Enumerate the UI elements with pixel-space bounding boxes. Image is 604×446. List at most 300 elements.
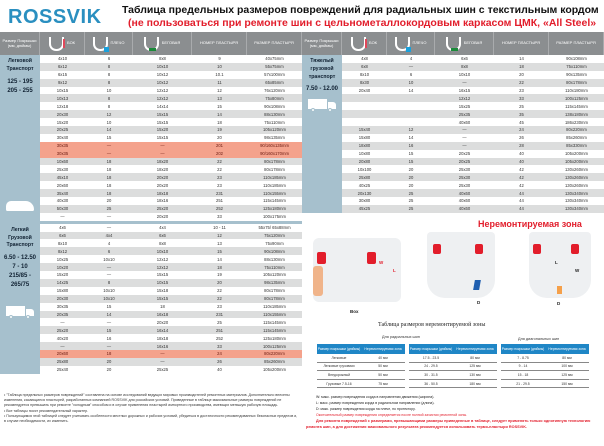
nz-zone-size: 40 мм bbox=[378, 355, 388, 360]
cell-side: 40x20 bbox=[56, 335, 69, 341]
cell-patch-no: 20 bbox=[217, 280, 222, 286]
cell-patch-size: 90x108mm bbox=[566, 56, 587, 62]
cell-patch-no: 252 bbox=[216, 335, 223, 341]
nz-tire-size: Легковые грузовики bbox=[323, 364, 355, 369]
cell-shoulder: 18 bbox=[106, 351, 112, 357]
cell-patch-size: 40x75mm bbox=[265, 56, 284, 62]
tire-side-icon bbox=[351, 37, 366, 51]
shoulder-zone-marker bbox=[473, 280, 481, 290]
cell-shoulder: 18 bbox=[106, 182, 112, 188]
nz-table-row bbox=[317, 371, 405, 380]
cell-patch-size: 130x260mm bbox=[564, 174, 589, 180]
table-row bbox=[342, 205, 604, 213]
cell-patch-no: 44 bbox=[519, 190, 524, 196]
nz-table-row bbox=[317, 354, 405, 363]
table-header bbox=[0, 32, 302, 55]
table-row bbox=[40, 134, 302, 142]
cell-tread: 18x16 bbox=[156, 198, 169, 204]
cell-tread: 10x12 bbox=[156, 72, 169, 78]
cell-tread: 6x6 bbox=[461, 56, 468, 62]
cell-patch-no: 231 bbox=[216, 311, 223, 317]
cell-shoulder: — bbox=[106, 272, 112, 278]
cell-side: 10x20 bbox=[56, 264, 69, 270]
cell-tread: 12x12 bbox=[156, 264, 169, 270]
table-row bbox=[40, 189, 302, 197]
table-row bbox=[40, 79, 302, 87]
table-row bbox=[342, 158, 604, 166]
nz-tire-size: Внедорожный bbox=[327, 372, 350, 377]
cell-shoulder: 12 bbox=[408, 127, 414, 133]
cell-side: 20x30 bbox=[56, 111, 69, 117]
tread-zone-marker bbox=[557, 286, 562, 294]
cell-side: 9x12 bbox=[57, 80, 68, 86]
cell-side: 8x30 bbox=[359, 80, 370, 86]
cell-patch-size: 75x110mm bbox=[264, 119, 285, 125]
cell-patch-size: 130x340mm bbox=[564, 198, 589, 204]
table-row bbox=[342, 55, 604, 63]
cell-patch-no: 15 bbox=[217, 248, 222, 254]
cell-tread: 40x60 bbox=[458, 206, 471, 212]
cell-patch-size: 75x120mm bbox=[264, 233, 285, 239]
cell-patch-no: 251 bbox=[216, 198, 223, 204]
cell-patch-size: 90x108mm bbox=[264, 248, 285, 254]
table-row bbox=[342, 134, 604, 142]
cell-patch-size: 76x120mm bbox=[264, 88, 285, 93]
cell-tread: 18x20 bbox=[156, 166, 169, 172]
cell-shoulder: 20 bbox=[106, 367, 112, 373]
cell-side: 20x80 bbox=[358, 159, 371, 165]
nz-header-cell: Размер покрышки (дюймы) bbox=[409, 347, 453, 351]
cell-side: 20x35 bbox=[56, 311, 69, 317]
cell-shoulder: — bbox=[106, 143, 112, 149]
cell-patch-size: 100x175mm bbox=[262, 214, 287, 220]
tire-tread-icon bbox=[446, 37, 461, 51]
cell-shoulder: 14 bbox=[408, 88, 414, 93]
cell-patch-size: 100x125mm bbox=[564, 95, 589, 101]
cell-side: 30x80 bbox=[358, 198, 371, 204]
cell-side: 6x12 bbox=[57, 64, 68, 70]
cell-tread: 10x10 bbox=[156, 248, 169, 254]
nz-header-cell: Неремонтируемая зона bbox=[456, 347, 494, 351]
table-row bbox=[40, 366, 302, 374]
tire-tread-icon bbox=[144, 37, 159, 51]
cell-patch-size: 105x120mm bbox=[262, 127, 287, 133]
cell-patch-no: 33 bbox=[519, 95, 524, 101]
nz-table-row bbox=[501, 354, 589, 363]
cell-shoulder: 12 bbox=[106, 111, 112, 117]
width-label: W bbox=[379, 260, 384, 265]
cell-tread: — bbox=[160, 351, 165, 357]
cell-shoulder: 20 bbox=[408, 174, 414, 180]
cell-patch-size: 115x145mm bbox=[263, 327, 286, 333]
nz-zone-size: 75 мм bbox=[378, 381, 388, 386]
cell-patch-no: 20 bbox=[217, 135, 222, 141]
table-row bbox=[40, 334, 302, 342]
cell-patch-size: 80x178mm bbox=[264, 159, 285, 165]
nz-tire-size: 30 - 31.5 bbox=[424, 372, 438, 377]
vehicle-group bbox=[302, 55, 604, 213]
cell-patch-size: 75x90mm bbox=[265, 240, 284, 246]
nz-table-header bbox=[409, 344, 497, 354]
table-row bbox=[342, 173, 604, 181]
cell-patch-no: 22 bbox=[217, 159, 222, 165]
nz-zone-size: 130 мм bbox=[469, 372, 481, 377]
footnote-w: W: макс. размер повреждения корда в направлении движения (ширина). bbox=[316, 395, 435, 399]
cell-shoulder: — bbox=[106, 225, 112, 231]
cell-side: 35x40 bbox=[56, 190, 69, 196]
cell-tread: 16x14 bbox=[156, 327, 169, 333]
cell-tread: — bbox=[462, 143, 467, 149]
header-tread: БЕГОВАЯ bbox=[161, 40, 181, 46]
truck-icon bbox=[6, 306, 34, 318]
cell-side: 40x30 bbox=[56, 198, 69, 204]
cell-shoulder: 15 bbox=[408, 159, 414, 165]
header-tread: БЕГОВАЯ bbox=[463, 40, 483, 46]
table-row bbox=[40, 102, 302, 110]
table-row bbox=[342, 118, 604, 126]
cell-tread: 20x20 bbox=[156, 214, 169, 220]
truck-icon bbox=[308, 99, 336, 111]
bead-zone-marker bbox=[367, 252, 376, 264]
cell-tread: 20x20 bbox=[156, 174, 169, 180]
cell-tread: 12x12 bbox=[156, 95, 169, 101]
cell-patch-size: 90/160x135mm bbox=[260, 143, 289, 149]
cell-shoulder: 6 bbox=[107, 248, 111, 254]
cell-shoulder: 8 bbox=[107, 280, 111, 286]
length-label: L bbox=[393, 268, 396, 273]
cell-patch-no: 23 bbox=[217, 182, 222, 188]
cell-patch-size: 100x125mm bbox=[262, 343, 287, 349]
table-row bbox=[40, 118, 302, 126]
table-row bbox=[40, 205, 302, 213]
cell-side: 8x12 bbox=[57, 248, 68, 254]
cell-side: 30x35 bbox=[56, 143, 69, 149]
cell-shoulder: 25 bbox=[408, 198, 414, 204]
cell-patch-no: 22 bbox=[217, 288, 222, 294]
cell-tread: 25x20 bbox=[156, 206, 169, 212]
d-label: D bbox=[477, 300, 481, 305]
header-patch-size: РАЗМЕР ПЛАСТЫРЯ bbox=[247, 32, 302, 55]
tire-shoulder-icon bbox=[93, 37, 108, 51]
table-header bbox=[302, 32, 604, 55]
vehicle-group bbox=[0, 224, 302, 374]
cell-shoulder: 10 bbox=[106, 88, 112, 93]
cell-side: 14x25 bbox=[56, 280, 69, 286]
cell-side: 15x20 bbox=[56, 119, 69, 125]
cell-shoulder: 16 bbox=[408, 143, 414, 149]
nz-table-row bbox=[317, 380, 405, 389]
cell-shoulder: 25 bbox=[408, 190, 414, 196]
cell-tread: 16x18 bbox=[156, 311, 169, 317]
cell-shoulder: 20 bbox=[106, 198, 112, 204]
table-row bbox=[40, 247, 302, 255]
cell-tread: 15x20 bbox=[156, 127, 169, 133]
cell-side: 20x130 bbox=[357, 190, 372, 196]
cell-patch-size: 110x155mm bbox=[263, 190, 286, 196]
nz-zone-size: 50 мм bbox=[378, 364, 388, 369]
car-icon bbox=[6, 201, 34, 211]
cell-patch-no: 23 bbox=[217, 304, 222, 310]
nonrepair-table-radial-2 bbox=[409, 344, 497, 388]
vehicle-category bbox=[0, 224, 40, 374]
vehicle-group bbox=[0, 55, 302, 221]
diagonal-tire-cross-section bbox=[529, 232, 591, 298]
cell-side: 8x10 bbox=[359, 72, 370, 78]
cell-tread: 18 bbox=[160, 304, 165, 310]
table-row bbox=[40, 158, 302, 166]
cell-tread: 20x25 bbox=[458, 159, 471, 165]
table-row bbox=[40, 63, 302, 71]
cell-patch-size: 115x145mm bbox=[263, 198, 286, 204]
cell-side: 20x40 bbox=[358, 88, 371, 93]
cell-patch-no: 231 bbox=[216, 190, 223, 196]
cell-patch-size: 125x180mm bbox=[262, 206, 287, 212]
cell-shoulder: 4 bbox=[409, 56, 413, 62]
cell-tread: 15x15 bbox=[156, 135, 169, 141]
cell-patch-no: 18 bbox=[217, 119, 222, 125]
table-row bbox=[342, 197, 604, 205]
cell-side: 10x100 bbox=[357, 166, 372, 172]
nz-zone-size: 100 мм bbox=[561, 364, 573, 369]
cell-tread: 10x12 bbox=[156, 80, 169, 86]
cell-side: 45x10 bbox=[56, 174, 69, 180]
cell-tread: 4x4 bbox=[159, 225, 166, 231]
nz-table-row bbox=[409, 371, 497, 380]
cell-patch-size: 105x200mm bbox=[564, 159, 589, 165]
cell-patch-no: 22 bbox=[519, 80, 524, 86]
cell-side: 20x60 bbox=[56, 182, 69, 188]
cell-shoulder: 4x4 bbox=[105, 233, 113, 239]
cell-tread: 12x12 bbox=[156, 256, 169, 262]
table-row bbox=[40, 358, 302, 366]
cell-tread: 10x15 bbox=[156, 280, 169, 286]
cell-patch-no: 28 bbox=[519, 143, 524, 149]
cell-tread: 18x20 bbox=[156, 159, 169, 165]
header-side: БОК bbox=[66, 40, 76, 46]
cell-patch-size: 90x135mm bbox=[566, 72, 587, 78]
cell-shoulder: 10x10 bbox=[103, 256, 115, 262]
cell-side: 30x35 bbox=[56, 304, 69, 310]
cell-shoulder: 10 bbox=[106, 119, 112, 125]
cell-tread: 40x60 bbox=[458, 190, 471, 196]
cell-tread: 10x10 bbox=[156, 64, 169, 70]
cell-side: 25x40 bbox=[56, 367, 69, 373]
nz-zone-size: 80 мм bbox=[470, 355, 480, 360]
cell-patch-no: 19 bbox=[217, 272, 222, 278]
nz-table-row bbox=[501, 371, 589, 380]
table-row bbox=[40, 350, 302, 358]
nz-table-row bbox=[317, 363, 405, 372]
nonrepair-table-radial-1 bbox=[317, 344, 405, 388]
table-row bbox=[40, 213, 302, 221]
cell-tread: 10x10 bbox=[458, 72, 471, 78]
header-patch-no: НОМЕР ПЛАСТЫРЯ bbox=[494, 32, 549, 55]
cell-tread: 40x60 bbox=[458, 119, 471, 125]
cell-patch-size: 65x85mm bbox=[265, 80, 284, 86]
nonrepair-diagrams bbox=[305, 232, 604, 320]
cell-patch-size: 75x80mm bbox=[265, 95, 284, 101]
cell-patch-no: 10 bbox=[217, 64, 222, 70]
cell-shoulder: 4 bbox=[107, 240, 111, 246]
cell-patch-no: 24 bbox=[217, 351, 222, 357]
cell-patch-no: 10.1 bbox=[215, 72, 224, 78]
cell-patch-no: 10 - 11 bbox=[213, 225, 226, 231]
cell-patch-size: 80x178mm bbox=[264, 166, 285, 172]
cell-patch-size: 85x260mm bbox=[264, 359, 285, 365]
cell-shoulder: 14 bbox=[106, 311, 112, 317]
cell-patch-size: 80x220mm bbox=[264, 351, 285, 357]
cell-patch-no: 42 bbox=[519, 166, 524, 172]
cell-patch-no: 40 bbox=[217, 367, 222, 373]
nz-header-cell: Размер покрышки (дюймы) bbox=[501, 347, 545, 351]
cell-shoulder: 8 bbox=[107, 103, 111, 109]
tire-box-diagram bbox=[313, 238, 401, 302]
note-item: • "Таблица предельных размеров повреждений" составлена на основе исследований ведущих мировых производителей ремонтных материалов. Дополнительно внесены изменения, касающиеся пластырей, разработанных компанией ROSSVIK для российских условий. Приведенные в таблице максимальные размеры повреждений не рекомендуется превышать при ремонте "холодным" способом и в случае применения пластырей импортного производства, имеющих меньшую рабочую площадь. bbox=[4, 393, 290, 408]
cell-tread: 15x15 bbox=[156, 296, 169, 302]
bead-zone-marker bbox=[317, 252, 326, 264]
cell-patch-size: 110x185mm bbox=[263, 182, 286, 188]
right-damage-table bbox=[302, 32, 604, 213]
cell-side: — bbox=[60, 319, 65, 325]
cell-shoulder: 10 bbox=[408, 80, 414, 86]
footnote-d: D: макс. размер повреждения корда на плече, по протектору. bbox=[316, 407, 416, 411]
left-damage-table bbox=[0, 32, 302, 374]
cell-tread: — bbox=[160, 151, 165, 157]
cell-side: 18x80 bbox=[358, 143, 371, 149]
table-row bbox=[342, 79, 604, 87]
cell-side: — bbox=[60, 214, 65, 220]
page-title: Таблица предельных размеров повреждений для радиальных шин с текстильным кордом bbox=[122, 4, 599, 16]
cell-side: 10x80 bbox=[358, 151, 371, 157]
cell-side: 20x30 bbox=[56, 296, 69, 302]
cell-tread: 14x14 bbox=[156, 103, 169, 109]
vehicle-category bbox=[302, 55, 342, 213]
table-row bbox=[40, 165, 302, 173]
cell-patch-size: 80x178mm bbox=[566, 80, 587, 86]
table-row bbox=[40, 55, 302, 63]
bead-zone-marker bbox=[571, 244, 579, 254]
cell-patch-no: 202 bbox=[216, 151, 223, 157]
cell-side: 15x40 bbox=[358, 127, 371, 133]
cell-patch-no: 14 bbox=[217, 256, 222, 262]
nz-tire-size: Грузовые 7.5-16 bbox=[326, 381, 352, 386]
nz-zone-size: 180 мм bbox=[469, 381, 481, 386]
cell-patch-size: 130x260mm bbox=[564, 182, 589, 188]
cell-patch-no: 23 bbox=[217, 174, 222, 180]
cell-shoulder: — bbox=[106, 264, 112, 270]
cell-patch-size: 138x180mm bbox=[564, 111, 589, 117]
cell-tread: 12x12 bbox=[458, 95, 471, 101]
header-shoulder: ПЛЕЧО bbox=[110, 40, 125, 46]
cell-patch-no: 24 bbox=[519, 127, 524, 133]
cell-patch-size: 80x220mm bbox=[566, 127, 587, 133]
cell-patch-size: 130x260mm bbox=[564, 166, 589, 172]
tire-size-range: 125 - 195 205 - 255 bbox=[7, 78, 33, 94]
cell-patch-no: 33 bbox=[217, 214, 222, 220]
cell-patch-no: 12 bbox=[217, 233, 222, 239]
cell-patch-size: 57x100mm bbox=[264, 72, 285, 78]
cell-tread: — bbox=[462, 135, 467, 141]
nz-table-header bbox=[501, 344, 589, 354]
table-row bbox=[40, 279, 302, 287]
cell-shoulder: — bbox=[106, 214, 112, 220]
cell-tread: 20x25 bbox=[458, 151, 471, 157]
cell-patch-size: 55x75/ 65x88mm bbox=[258, 225, 291, 231]
cell-patch-no: 14 bbox=[217, 111, 222, 117]
cell-shoulder: 20 bbox=[106, 359, 112, 365]
cell-tread: — bbox=[160, 359, 165, 365]
d-label: D bbox=[557, 301, 561, 306]
cell-tread: 25x30 bbox=[458, 182, 471, 188]
bead-zone-marker bbox=[475, 244, 483, 254]
cell-shoulder: 25 bbox=[106, 206, 112, 212]
vehicle-category-label: Тяжелый грузовой транспорт bbox=[308, 58, 336, 80]
cell-shoulder: 14 bbox=[408, 135, 414, 141]
table-row bbox=[40, 94, 302, 102]
cell-patch-size: 105x200mm bbox=[564, 151, 589, 157]
cell-side: 45x25 bbox=[358, 206, 371, 212]
nz-tire-size: 7 - 8.75 bbox=[517, 355, 529, 360]
cell-shoulder: 15 bbox=[106, 135, 112, 141]
cell-patch-size: 88x130mm bbox=[264, 111, 285, 117]
cell-patch-size: 110x185mm bbox=[263, 174, 286, 180]
table-row bbox=[342, 71, 604, 79]
cell-side: 10x60 bbox=[56, 159, 69, 165]
cell-patch-no: 44 bbox=[519, 198, 524, 204]
tire-side-icon bbox=[49, 37, 64, 51]
cell-tread: 15x15 bbox=[156, 111, 169, 117]
cell-side: 10x15 bbox=[56, 88, 69, 93]
cell-side: 4x10 bbox=[57, 56, 68, 62]
cell-patch-size: 88x130mm bbox=[264, 256, 285, 262]
cell-tread: 15x15 bbox=[156, 119, 169, 125]
cell-patch-size: 80x178mm bbox=[264, 288, 285, 294]
cell-tread: 18x18 bbox=[156, 190, 169, 196]
cell-patch-no: 44 bbox=[519, 206, 524, 212]
header-size: Размер Покрышки (мм, дюймы) bbox=[0, 32, 40, 55]
cell-tread: 18x18 bbox=[156, 335, 169, 341]
cell-patch-no: 201 bbox=[216, 143, 223, 149]
table-row bbox=[40, 263, 302, 271]
cell-patch-size: 98x135mm bbox=[264, 135, 285, 141]
nz-table-row bbox=[409, 363, 497, 372]
cell-shoulder: 8 bbox=[107, 72, 111, 78]
nz-table-header bbox=[317, 344, 405, 354]
cell-shoulder: 20 bbox=[408, 182, 414, 188]
cell-tread: 40x60 bbox=[458, 198, 471, 204]
cell-shoulder: — bbox=[106, 319, 112, 325]
cell-shoulder: 8 bbox=[107, 64, 111, 70]
cell-patch-no: 12 bbox=[217, 88, 222, 93]
nz-header-cell: Неремонтируемая зона bbox=[364, 347, 402, 351]
cell-patch-no: 25 bbox=[217, 319, 222, 325]
cell-patch-no: 9 bbox=[218, 56, 221, 62]
cell-tread: 6x6 bbox=[159, 233, 166, 239]
cell-tread: 20x20 bbox=[156, 319, 169, 325]
cell-patch-size: 130x340mm bbox=[564, 190, 589, 196]
table-row bbox=[40, 311, 302, 319]
cell-patch-size: 90/160x170mm bbox=[260, 151, 289, 157]
cell-shoulder: 6 bbox=[107, 56, 111, 62]
cell-side: 25x80 bbox=[358, 174, 371, 180]
nz-tire-size: 21 - 29.5 bbox=[516, 381, 530, 386]
tire-size-range: 6.50 - 12.50 7 - 10 215/85 - 265/75 bbox=[3, 255, 37, 289]
cell-patch-size: 75x110mm bbox=[566, 64, 587, 70]
cell-patch-size: 75x110mm bbox=[264, 264, 285, 270]
cell-side: 4x6 bbox=[59, 225, 66, 231]
nz-header-cell: Неремонтируемая зона bbox=[548, 347, 586, 351]
cell-tread: 15x18 bbox=[156, 288, 169, 294]
